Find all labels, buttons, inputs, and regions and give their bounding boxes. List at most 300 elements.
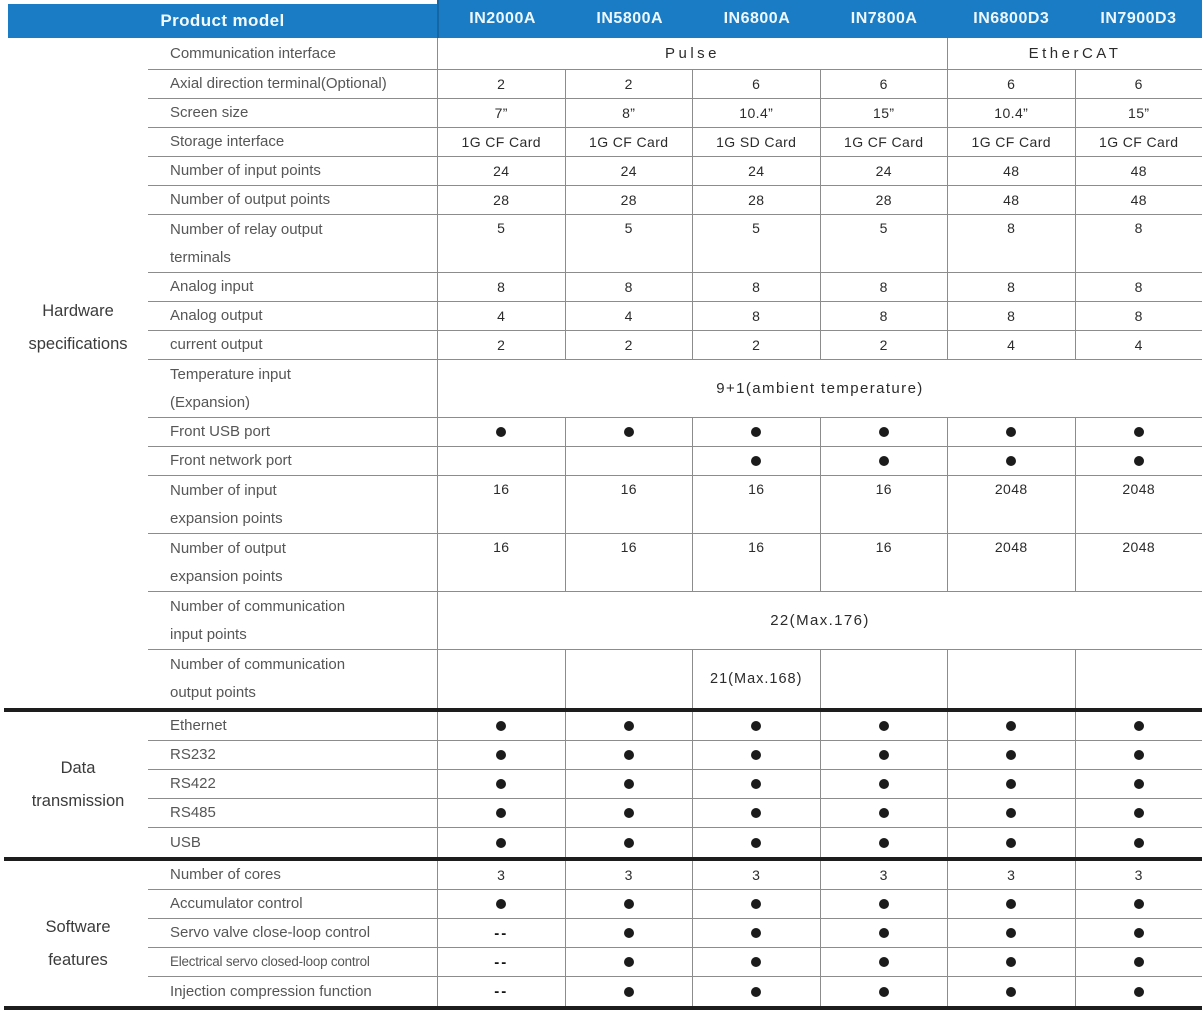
spec-row — [148, 712, 1202, 741]
spec-row — [148, 38, 1202, 70]
spec-value: 15” — [1128, 105, 1150, 121]
spec-value: 3 — [752, 867, 761, 883]
row-label-line: Number of relay output — [170, 220, 323, 238]
supported-dot-icon — [496, 899, 506, 909]
group-column — [8, 861, 148, 1006]
row-label-line: Number of input — [170, 481, 277, 499]
spec-cell — [565, 128, 693, 156]
spec-cell — [1075, 128, 1202, 156]
supported-dot-icon — [1006, 957, 1016, 967]
spec-row — [148, 360, 1202, 418]
spec-cell — [820, 476, 948, 533]
spec-row — [148, 215, 1202, 273]
spec-cell — [692, 770, 820, 798]
spec-cell — [947, 861, 1075, 889]
supported-dot-icon — [496, 808, 506, 818]
spec-row — [148, 476, 1202, 534]
spec-value: 28 — [748, 192, 765, 208]
supported-dot-icon — [624, 808, 634, 818]
section-hardware-specifications — [8, 38, 1202, 708]
row-label-line: output points — [170, 684, 256, 701]
supported-dot-icon — [751, 808, 761, 818]
group-column — [8, 712, 148, 857]
spec-value: 1G SD Card — [716, 134, 797, 150]
spec-cell — [692, 650, 820, 708]
row-label — [148, 360, 437, 417]
row-label-line: Number of output — [170, 539, 286, 557]
supported-dot-icon — [751, 957, 761, 967]
supported-dot-icon — [1134, 779, 1144, 789]
supported-dot-icon — [1134, 427, 1144, 437]
spec-row — [148, 99, 1202, 128]
row-label-line: RS485 — [170, 804, 216, 821]
spec-cell — [692, 157, 820, 185]
row-label-line: RS232 — [170, 746, 216, 763]
section-software-features — [8, 861, 1202, 1006]
spec-cell — [947, 890, 1075, 918]
supported-dot-icon — [879, 928, 889, 938]
spec-cell — [820, 890, 948, 918]
spec-cell — [692, 799, 820, 827]
row-label — [148, 273, 437, 301]
spec-cell — [947, 331, 1075, 359]
row-label-line: Accumulator control — [170, 895, 303, 912]
row-label — [148, 215, 437, 272]
spec-cell — [947, 128, 1075, 156]
row-label-line: Screen size — [170, 104, 249, 121]
spec-value: 8 — [1134, 220, 1143, 236]
spec-cell — [565, 828, 693, 857]
spec-cell — [692, 70, 820, 98]
rows-column — [148, 38, 1202, 708]
supported-dot-icon — [1006, 427, 1016, 437]
spec-value: 8 — [1007, 220, 1016, 236]
spec-value: 8 — [879, 308, 888, 324]
row-label — [148, 447, 437, 475]
spec-cell — [1075, 799, 1202, 827]
spec-value: 16 — [748, 539, 765, 555]
spec-value: 8 — [1134, 279, 1143, 295]
section-label — [45, 911, 110, 977]
spec-cell — [947, 741, 1075, 769]
spec-cell — [565, 186, 693, 214]
spec-cell — [947, 157, 1075, 185]
spec-value: 5 — [879, 220, 888, 236]
model-header: IN7900D3 — [1100, 10, 1177, 27]
merged-value: 22(Max.176) — [770, 612, 870, 629]
rows-column — [148, 861, 1202, 1006]
spec-value: 3 — [879, 867, 888, 883]
spec-cell — [437, 650, 565, 708]
row-label-line: Number of cores — [170, 866, 281, 883]
spec-value: 5 — [752, 220, 761, 236]
spec-row — [148, 418, 1202, 447]
spec-cell — [947, 70, 1075, 98]
row-label-line: Communication interface — [170, 44, 336, 62]
spec-cell — [947, 650, 1075, 708]
spec-cell — [820, 770, 948, 798]
row-values — [437, 977, 1202, 1006]
rows-column — [148, 712, 1202, 857]
row-values — [437, 828, 1202, 857]
supported-dot-icon — [1134, 899, 1144, 909]
spec-value: 28 — [493, 192, 510, 208]
spec-cell — [1075, 977, 1202, 1006]
spec-cell — [947, 476, 1075, 533]
spec-cell — [565, 770, 693, 798]
spec-value: 1G CF Card — [589, 134, 669, 150]
spec-cell — [565, 650, 693, 708]
spec-value: 3 — [1134, 867, 1143, 883]
spec-value: 16 — [620, 539, 637, 555]
row-label-line: Servo valve close-loop control — [170, 924, 371, 941]
section-divider — [4, 1006, 1202, 1010]
spec-cell — [820, 828, 948, 857]
spec-value: 2 — [497, 76, 506, 92]
row-values — [437, 861, 1202, 889]
spec-value: 2048 — [1122, 539, 1156, 555]
spec-value: 2 — [624, 76, 633, 92]
spec-row — [148, 828, 1202, 857]
spec-cell — [1075, 70, 1202, 98]
spec-cell — [437, 770, 565, 798]
spec-cell — [692, 128, 820, 156]
spec-cell — [437, 890, 565, 918]
spec-cell — [1075, 770, 1202, 798]
spec-value: 16 — [493, 539, 510, 555]
spec-cell — [1075, 186, 1202, 214]
row-values — [437, 770, 1202, 798]
supported-dot-icon — [751, 427, 761, 437]
supported-dot-icon — [879, 750, 889, 760]
supported-dot-icon — [496, 427, 506, 437]
not-supported-dashes: -- — [494, 953, 509, 971]
spec-value: 2048 — [1122, 481, 1156, 497]
spec-cell — [692, 447, 820, 475]
spec-cell — [437, 128, 565, 156]
section-label-line: specifications — [28, 335, 128, 353]
spec-row — [148, 534, 1202, 592]
supported-dot-icon — [751, 456, 761, 466]
spec-cell — [820, 99, 948, 127]
spec-value: 8 — [879, 279, 888, 295]
spec-value: 2 — [752, 337, 761, 353]
spec-cell — [820, 215, 948, 272]
row-values — [437, 273, 1202, 301]
spec-cell — [437, 861, 565, 889]
spec-cell — [947, 919, 1075, 947]
spec-cell — [437, 741, 565, 769]
spec-cell — [692, 476, 820, 533]
spec-value: 16 — [875, 481, 892, 497]
spec-cell — [437, 948, 565, 976]
spec-value: 2 — [497, 337, 506, 353]
spec-value: 8 — [752, 279, 761, 295]
spec-cell — [692, 919, 820, 947]
row-label-line: input points — [170, 625, 247, 643]
spec-value: 1G CF Card — [844, 134, 924, 150]
supported-dot-icon — [1006, 456, 1016, 466]
row-label-line: RS422 — [170, 775, 216, 792]
spec-cell — [692, 331, 820, 359]
spec-value: 4 — [1134, 337, 1143, 353]
spec-cell — [565, 302, 693, 330]
row-values — [437, 302, 1202, 330]
row-values — [437, 418, 1202, 446]
spec-cell — [565, 890, 693, 918]
spec-value: 1G CF Card — [1099, 134, 1179, 150]
row-label-line: terminals — [170, 248, 231, 266]
section-label-line: Hardware — [42, 302, 114, 320]
supported-dot-icon — [879, 779, 889, 789]
supported-dot-icon — [879, 838, 889, 848]
supported-dot-icon — [1006, 721, 1016, 731]
spec-cell — [692, 302, 820, 330]
spec-cell — [437, 99, 565, 127]
row-label-line: Injection compression function — [170, 982, 372, 1000]
spec-cell — [692, 741, 820, 769]
spec-value: 24 — [748, 163, 765, 179]
spec-value: 3 — [1007, 867, 1016, 883]
model-header: IN5800A — [596, 10, 664, 27]
supported-dot-icon — [496, 721, 506, 731]
model-header: IN2000A — [469, 10, 536, 27]
spec-value: 1G CF Card — [971, 134, 1051, 150]
spec-value: 24 — [620, 163, 637, 179]
spec-cell — [820, 741, 948, 769]
spec-value: 4 — [624, 308, 633, 324]
spec-value: 24 — [875, 163, 892, 179]
spec-cell — [437, 186, 565, 214]
row-label — [148, 157, 437, 185]
spec-value: 6 — [879, 76, 888, 92]
supported-dot-icon — [1134, 456, 1144, 466]
spec-value: 5 — [624, 220, 633, 236]
spec-value: 8” — [622, 105, 636, 121]
spec-cell — [565, 273, 693, 301]
row-values — [437, 741, 1202, 769]
spec-value: 8 — [624, 279, 633, 295]
spec-row — [148, 447, 1202, 476]
spec-value: 2048 — [994, 539, 1028, 555]
spec-cell — [820, 186, 948, 214]
spec-cell — [437, 70, 565, 98]
row-label — [148, 186, 437, 214]
row-label-line: Analog input — [170, 278, 254, 295]
spec-cell — [1075, 861, 1202, 889]
row-label-line: Analog output — [170, 307, 263, 324]
row-label-line: Number of communication — [170, 656, 346, 673]
row-values — [437, 128, 1202, 156]
spec-value: 6 — [752, 76, 761, 92]
spec-row — [148, 157, 1202, 186]
model-header: IN6800A — [723, 10, 791, 27]
spec-cell — [820, 70, 948, 98]
spec-value: 2048 — [994, 481, 1028, 497]
supported-dot-icon — [624, 928, 634, 938]
supported-dot-icon — [624, 987, 634, 997]
supported-dot-icon — [1134, 957, 1144, 967]
spec-cell — [692, 977, 820, 1006]
spec-cell — [947, 799, 1075, 827]
spec-cell — [1075, 215, 1202, 272]
spec-cell — [947, 534, 1075, 591]
spec-cell — [947, 186, 1075, 214]
spec-value: 28 — [875, 192, 892, 208]
spec-cell — [437, 157, 565, 185]
row-label-line: Ethernet — [170, 717, 227, 734]
row-label-line: expansion points — [170, 567, 283, 585]
supported-dot-icon — [879, 808, 889, 818]
spec-cell — [947, 712, 1075, 740]
row-label-line: expansion points — [170, 509, 283, 527]
spec-value: 8 — [1134, 308, 1143, 324]
row-label — [148, 977, 437, 1006]
spec-value: 48 — [1130, 192, 1147, 208]
spec-value: 2 — [624, 337, 633, 353]
spec-value: 6 — [1007, 76, 1016, 92]
row-values — [437, 890, 1202, 918]
merged-value-cell — [437, 592, 1202, 649]
spec-value: 16 — [875, 539, 892, 555]
table-header — [8, 0, 1202, 38]
spec-cell — [692, 215, 820, 272]
supported-dot-icon — [751, 899, 761, 909]
supported-dot-icon — [1006, 750, 1016, 760]
spec-cell — [565, 977, 693, 1006]
supported-dot-icon — [1134, 928, 1144, 938]
spec-cell — [1075, 948, 1202, 976]
supported-dot-icon — [624, 721, 634, 731]
supported-dot-icon — [751, 838, 761, 848]
spec-value: 8 — [497, 279, 506, 295]
not-supported-dashes: -- — [494, 924, 509, 942]
spec-value: 16 — [493, 481, 510, 497]
spec-cell — [947, 215, 1075, 272]
spec-cell — [1075, 712, 1202, 740]
supported-dot-icon — [624, 957, 634, 967]
supported-dot-icon — [624, 779, 634, 789]
spec-cell — [1075, 418, 1202, 446]
spec-row — [148, 977, 1202, 1006]
spec-cell — [437, 476, 565, 533]
spec-value: 48 — [1130, 163, 1147, 179]
spec-cell — [437, 799, 565, 827]
row-label — [148, 741, 437, 769]
row-values — [437, 592, 1202, 649]
spec-cell — [820, 799, 948, 827]
spec-cell — [1075, 890, 1202, 918]
not-supported-dashes: -- — [494, 983, 509, 1000]
spec-cell — [565, 861, 693, 889]
spec-cell — [437, 712, 565, 740]
spec-cell — [820, 861, 948, 889]
spec-cell — [437, 534, 565, 591]
spec-cell — [820, 128, 948, 156]
supported-dot-icon — [624, 750, 634, 760]
spec-cell — [565, 476, 693, 533]
row-label — [148, 99, 437, 127]
spec-row — [148, 890, 1202, 919]
supported-dot-icon — [751, 721, 761, 731]
spec-cell — [437, 447, 565, 475]
spec-cell — [1075, 534, 1202, 591]
spec-cell — [820, 302, 948, 330]
row-label — [148, 331, 437, 359]
spec-cell — [692, 186, 820, 214]
row-label — [148, 302, 437, 330]
spec-cell — [565, 799, 693, 827]
spec-value: 16 — [620, 481, 637, 497]
spec-cell — [820, 919, 948, 947]
supported-dot-icon — [1006, 808, 1016, 818]
spec-cell — [1075, 919, 1202, 947]
row-label — [148, 919, 437, 947]
spec-cell — [820, 712, 948, 740]
spec-cell — [692, 712, 820, 740]
spec-cell — [820, 977, 948, 1006]
section-label — [28, 295, 127, 361]
spec-cell — [820, 157, 948, 185]
spec-row — [148, 741, 1202, 770]
spec-cell — [565, 418, 693, 446]
spec-value: 5 — [497, 220, 506, 236]
row-label — [148, 38, 437, 69]
supported-dot-icon — [624, 838, 634, 848]
spec-value: 6 — [1134, 76, 1143, 92]
row-label-line: Axial direction terminal(Optional) — [170, 75, 387, 92]
supported-dot-icon — [1006, 928, 1016, 938]
spec-cell — [437, 215, 565, 272]
spec-value: 2 — [879, 337, 888, 353]
interface-type-value: Pulse — [664, 45, 721, 62]
model-headers — [437, 0, 1202, 38]
supported-dot-icon — [879, 721, 889, 731]
spec-cell — [947, 977, 1075, 1006]
interface-type-value: EtherCAT — [1028, 45, 1122, 62]
spec-value: 4 — [497, 308, 506, 324]
row-label-line: Front network port — [170, 452, 292, 469]
row-label — [148, 712, 437, 740]
supported-dot-icon — [879, 427, 889, 437]
spec-value: 15” — [873, 105, 895, 121]
supported-dot-icon — [1134, 721, 1144, 731]
supported-dot-icon — [1006, 779, 1016, 789]
row-label — [148, 70, 437, 98]
spec-cell — [1075, 99, 1202, 127]
spec-cell — [947, 770, 1075, 798]
spec-value: 21(Max.168) — [710, 671, 803, 687]
spec-cell — [437, 331, 565, 359]
supported-dot-icon — [496, 779, 506, 789]
spec-cell — [1075, 273, 1202, 301]
row-values — [437, 331, 1202, 359]
spec-value: 10.4” — [994, 105, 1029, 121]
row-label-line: Number of communication — [170, 597, 346, 615]
supported-dot-icon — [1134, 808, 1144, 818]
row-values — [437, 712, 1202, 740]
row-values — [437, 650, 1202, 708]
supported-dot-icon — [624, 899, 634, 909]
spec-cell — [820, 418, 948, 446]
row-values — [437, 186, 1202, 214]
supported-dot-icon — [879, 899, 889, 909]
spec-row — [148, 331, 1202, 360]
spec-value: 48 — [1003, 163, 1020, 179]
section-label-line: Software — [45, 917, 111, 936]
group-column — [8, 38, 148, 708]
row-label-line: Number of input points — [170, 162, 321, 179]
